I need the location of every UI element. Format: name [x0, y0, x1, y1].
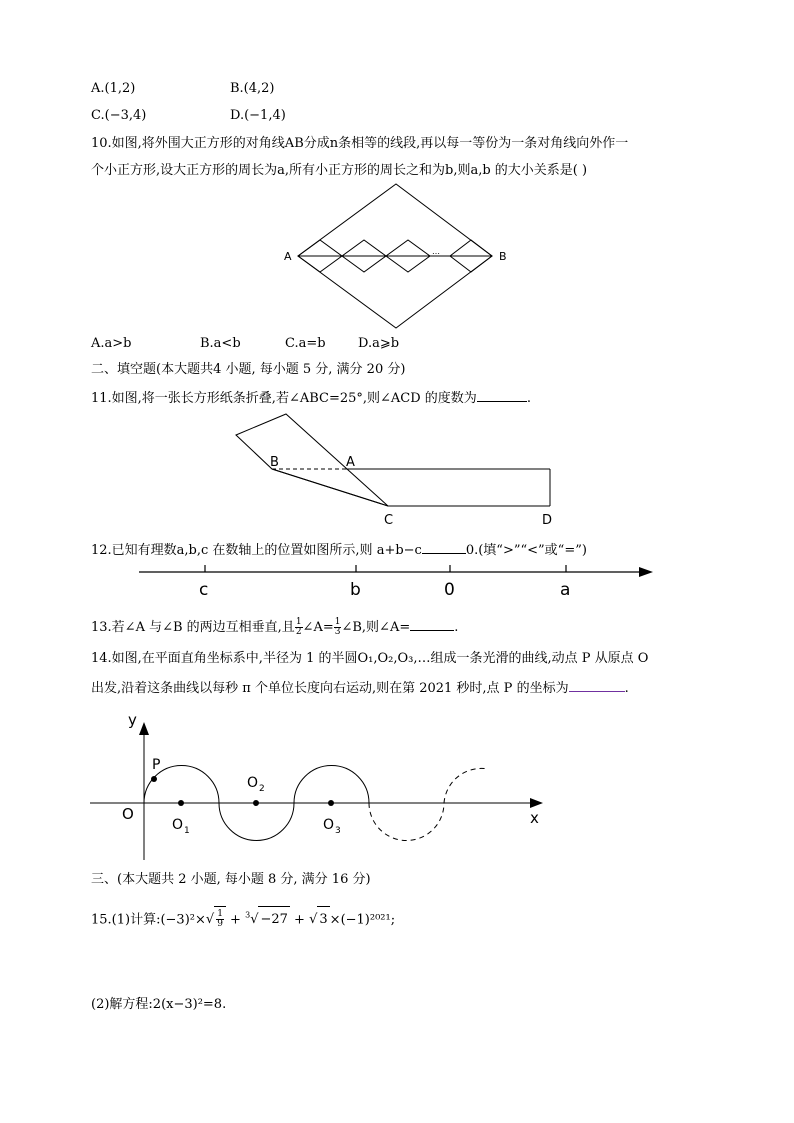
x-arrow-icon: [530, 798, 543, 808]
o2-subscript: 2: [259, 784, 265, 794]
radicand: −27: [258, 906, 289, 933]
q14-text-pre: 出发,沿着这条曲线以每秒 π 个单位长度向右运动,则在第 2021 秒时,点 P 的坐标为: [91, 681, 569, 696]
label-zero: 0: [444, 580, 455, 600]
x-axis-label: x: [530, 809, 539, 827]
q11-text: [91, 389, 531, 407]
q10-square-figure: [280, 180, 520, 332]
label-d: D: [542, 513, 553, 528]
ellipsis: …: [432, 247, 440, 256]
frac-num: 1: [295, 617, 302, 627]
option-b-q9: B.(4,2): [230, 81, 275, 96]
frac-den: 2: [295, 627, 302, 637]
point-o1: [178, 800, 184, 806]
sqrt-three: √ 3: [309, 912, 330, 927]
q11-fold-figure: [230, 408, 570, 532]
label-c: c: [199, 580, 209, 600]
answer-blank[interactable]: [569, 679, 625, 692]
q10-option-c: C.a=b: [285, 336, 326, 351]
answer-blank[interactable]: [422, 541, 466, 554]
o2-label: O: [247, 775, 259, 791]
point-p: [151, 776, 157, 782]
q12-text-post: 0.(填“>”“<”或“=”): [465, 543, 587, 558]
frac-den: 9: [217, 919, 223, 930]
q11-text-pre: 11.如图,将一张长方形纸条折叠,若∠ABC=25°,则∠ACD 的度数为: [91, 391, 477, 406]
q10-option-a: A.a>b: [91, 336, 132, 351]
y-arrow-icon: [139, 722, 149, 735]
q14-text-line1: 14.如图,在平面直角坐标系中,半径为 1 的半圆O₁,O₂,O₃,…组成一条光滑的曲线,动点 P 从原点 O: [91, 651, 649, 666]
label-a: a: [560, 580, 571, 600]
p-label: P: [152, 757, 161, 773]
q15-text-pre: 15.(1)计算:(−3)²×: [91, 912, 206, 928]
q14-text-post: .: [624, 681, 629, 696]
q10-text-line2: 个小正方形,设大正方形的周长为a,所有小正方形的周长之和为b,则a,b 的大小关系是( ): [91, 163, 588, 178]
answer-blank[interactable]: [477, 389, 527, 402]
q10-text-line1: 10.如图,将外围大正方形的对角线AB分成n条相等的线段,再以每一等份为一条对角线向外作一: [91, 136, 629, 151]
origin-label: O: [122, 805, 134, 823]
fraction-half: [295, 618, 303, 637]
cube-root: $^3$√ −27: [245, 912, 290, 927]
label-b: b: [350, 580, 361, 600]
q13-text-end: .: [454, 620, 459, 635]
frac-den: 3: [334, 627, 341, 637]
label-a: A: [346, 455, 355, 470]
fraction-one-ninth: [216, 910, 224, 929]
q13-text-post: ∠B,则∠A=: [341, 620, 411, 635]
y-axis-label: y: [128, 711, 137, 729]
section2-heading: 二、填空题(本大题共4 小题, 每小题 5 分, 满分 20 分): [91, 362, 406, 377]
o3-subscript: 3: [335, 826, 341, 836]
q12-text: [91, 541, 587, 559]
radicand: 3: [317, 906, 329, 933]
option-a-q9: A.(1,2): [91, 81, 136, 96]
plus-sign: +: [289, 912, 310, 928]
point-o3: [328, 800, 334, 806]
o1-label: O: [172, 817, 184, 833]
root-index: 3: [245, 911, 251, 920]
q13-text-pre: 13.若∠A 与∠B 的两边互相垂直,且: [91, 620, 295, 635]
q10-option-b: B.a<b: [200, 336, 241, 351]
arrow-right-icon: [639, 567, 653, 577]
q10-option-d: D.a⩾b: [358, 336, 400, 351]
q15-text-tail: ×(−1)²⁰²¹;: [329, 912, 396, 928]
label-c: C: [384, 513, 394, 528]
o3-label: O: [323, 817, 335, 833]
q12-text-pre: 12.已知有理数a,b,c 在数轴上的位置如图所示,则 a+b−c: [91, 543, 422, 558]
q11-text-post: .: [526, 391, 531, 406]
section3-heading: 三、(本大题共 2 小题, 每小题 8 分, 满分 16 分): [91, 872, 371, 887]
q13-text: [91, 617, 458, 639]
point-o2: [253, 800, 259, 806]
label-b: B: [499, 250, 507, 263]
q14-text-line2: [91, 679, 629, 697]
q12-number-line: [135, 560, 660, 602]
label-a: A: [284, 250, 292, 263]
frac-num: 1: [334, 617, 341, 627]
frac-num: 1: [217, 909, 223, 920]
q14-curve-figure: [88, 705, 558, 865]
o1-subscript: 1: [184, 826, 190, 836]
option-c-q9: C.(−3,4): [91, 108, 147, 123]
label-b: B: [270, 455, 279, 470]
q15-part1: [91, 903, 395, 933]
sqrt-one-ninth: √ $\frac{1}{9}$: [206, 912, 226, 927]
q15-part2: (2)解方程:2(x−3)²=8.: [91, 997, 227, 1012]
option-d-q9: D.(−1,4): [230, 108, 286, 123]
q13-text-mid: ∠A=: [302, 620, 334, 635]
answer-blank[interactable]: [410, 618, 454, 631]
plus-sign: +: [225, 912, 246, 928]
